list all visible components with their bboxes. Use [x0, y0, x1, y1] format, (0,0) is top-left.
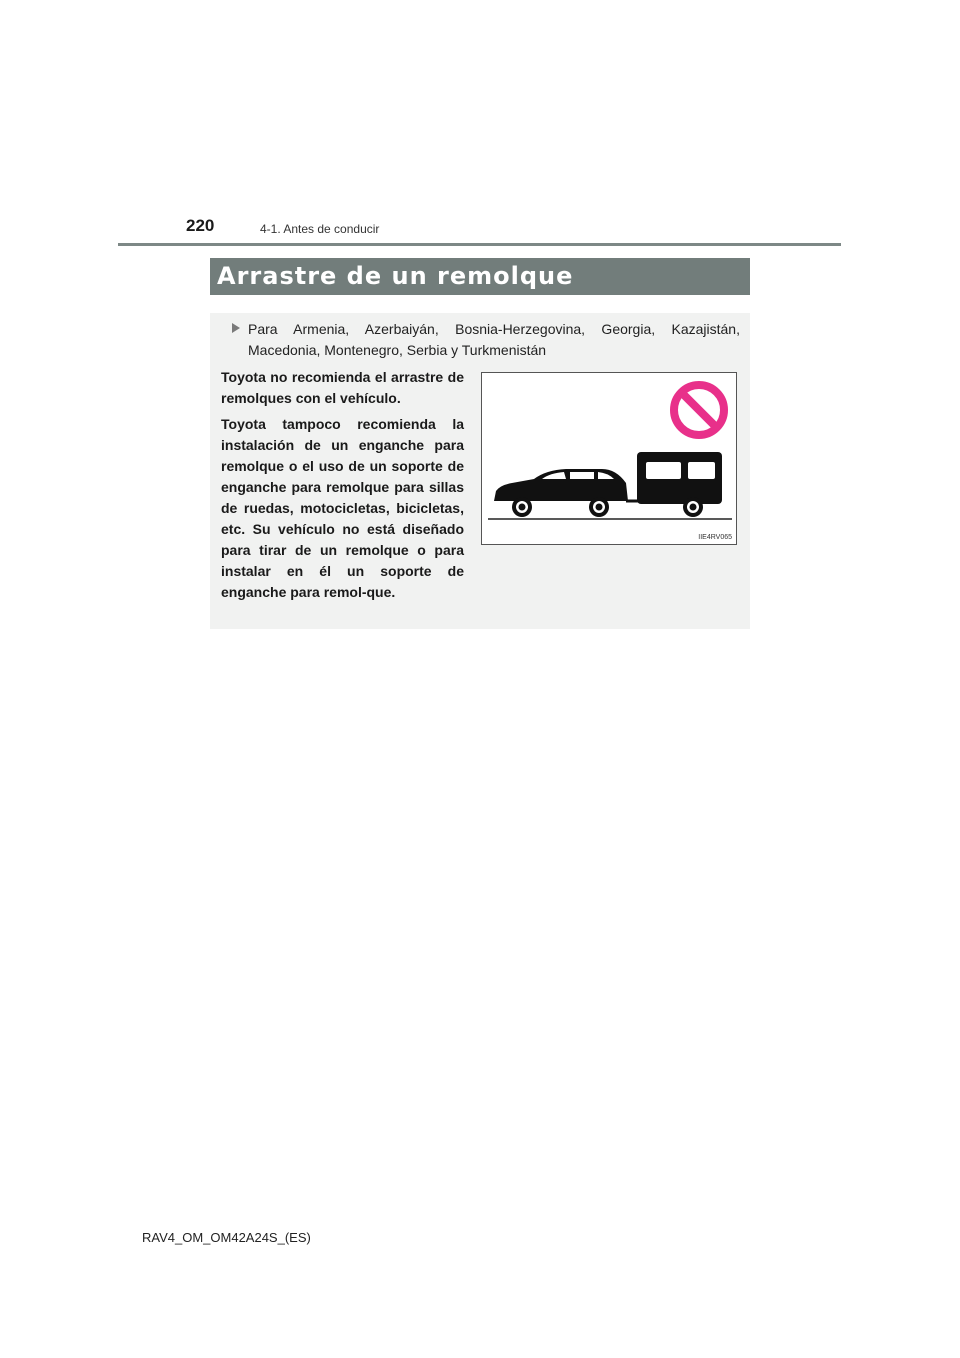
figure-code: IIE4RV065	[698, 534, 732, 541]
triangle-bullet-icon	[232, 323, 240, 333]
paragraph-towing: Toyota no recomienda el arrastre de remolques con el vehículo.	[221, 369, 464, 406]
region-bullet-text: Para Armenia, Azerbaiyán, Bosnia-Herzegovina, Georgia, Kazajistán, Macedonia, Montenegro, Serbia y Turkmenistán	[248, 321, 740, 358]
page-number: 220	[186, 216, 215, 235]
document-code: RAV4_OM_OM42A24S_(ES)	[142, 1230, 311, 1245]
trailer-icon	[637, 452, 722, 517]
towing-illustration	[481, 372, 737, 545]
section-title: Arrastre de un remolque	[210, 258, 750, 295]
suv-icon	[494, 469, 628, 517]
region-bullet	[232, 319, 740, 361]
paragraph-hitch: Toyota tampoco recomienda la instalación de un enganche para remolque o el uso de un soporte de enganche para remolque para sillas de ruedas, motocicletas, bicicletas, etc. Su vehículo no está diseñado para tirar de un remolque o para instalar en él un soporte de enganche para remol-que.	[221, 416, 464, 600]
header-divider	[118, 243, 841, 246]
car-trailer-drawing	[482, 373, 738, 546]
body-text	[221, 367, 464, 608]
section-reference: 4-1. Antes de conducir	[260, 222, 380, 236]
prohibition-icon	[674, 385, 724, 435]
content-box	[210, 313, 750, 629]
